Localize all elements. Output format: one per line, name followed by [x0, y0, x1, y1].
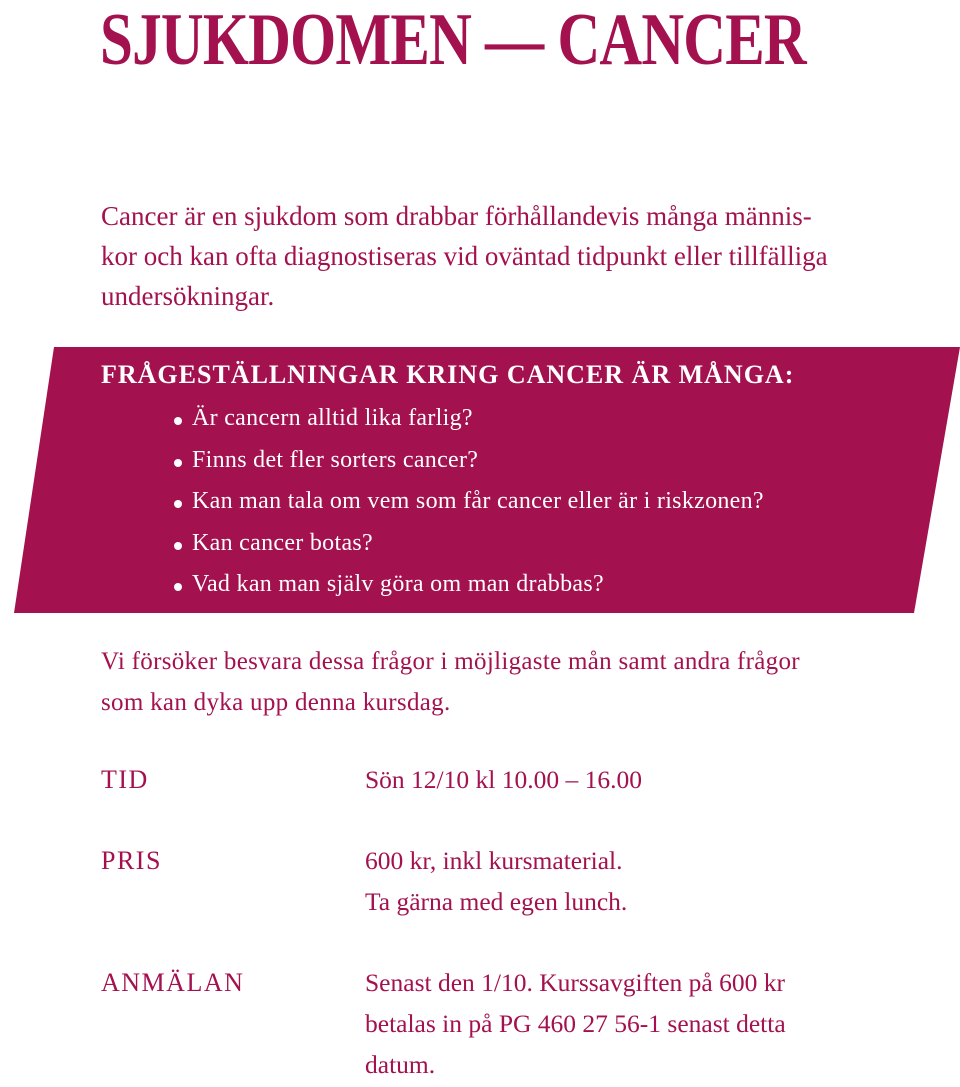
- bullet-dot-icon: [174, 542, 182, 550]
- question-item: [174, 440, 764, 482]
- question-text: Vad kan man själv göra om man drabbas?: [192, 571, 604, 597]
- outro-paragraph: [101, 641, 901, 723]
- bullet-dot-icon: [174, 583, 182, 591]
- tid-label: TID: [101, 765, 149, 794]
- question-text: Är cancern alltid lika farlig?: [192, 405, 473, 431]
- page-title: SJUKDOMEN — CANCER: [100, 0, 806, 81]
- outro-line: som kan dyka upp denna kursdag.: [101, 689, 451, 716]
- bullet-dot-icon: [174, 417, 182, 425]
- intro-paragraph: [101, 196, 861, 316]
- question-item: [174, 398, 764, 440]
- bullet-dot-icon: [174, 459, 182, 467]
- tid-value-line: Sön 12/10 kl 10.00 – 16.00: [365, 765, 642, 794]
- tid-value: [365, 759, 925, 800]
- pris-value-line: 600 kr, inkl kursmaterial.: [365, 846, 623, 875]
- anmalan-label: ANMÄLAN: [101, 968, 245, 997]
- question-item: [174, 564, 764, 606]
- intro-line: Cancer är en sjukdom som drabbar förhållandevis många männis-: [101, 201, 812, 231]
- intro-line: kor och kan ofta diagnostiseras vid oväntad tidpunkt eller tillfälliga: [101, 241, 828, 271]
- question-item: [174, 523, 764, 565]
- question-item: [174, 481, 764, 523]
- pris-label: PRIS: [101, 846, 162, 875]
- question-text: Kan cancer botas?: [192, 529, 373, 556]
- question-text: Kan man tala om vem som får cancer eller är i riskzonen?: [192, 488, 764, 514]
- bullet-dot-icon: [174, 500, 182, 508]
- questions-list: [174, 398, 764, 606]
- anmalan-value-line: Senast den 1/10. Kurssavgiften på 600 kr: [365, 968, 785, 997]
- intro-line: undersökningar.: [101, 281, 275, 311]
- anmalan-value: [365, 962, 925, 1085]
- pris-value: [365, 840, 925, 922]
- anmalan-value-line: betalas in på PG 460 27 56-1 senast detta: [365, 1009, 786, 1038]
- pris-value-line: Ta gärna med egen lunch.: [365, 887, 628, 916]
- question-text: Finns det fler sorters cancer?: [192, 446, 479, 473]
- anmalan-value-line: datum.: [365, 1050, 436, 1079]
- questions-heading: FRÅGESTÄLLNINGAR KRING CANCER ÄR MÅNGA:: [101, 360, 795, 389]
- outro-line: Vi försöker besvara dessa frågor i möjligaste mån samt andra frågor: [101, 648, 800, 675]
